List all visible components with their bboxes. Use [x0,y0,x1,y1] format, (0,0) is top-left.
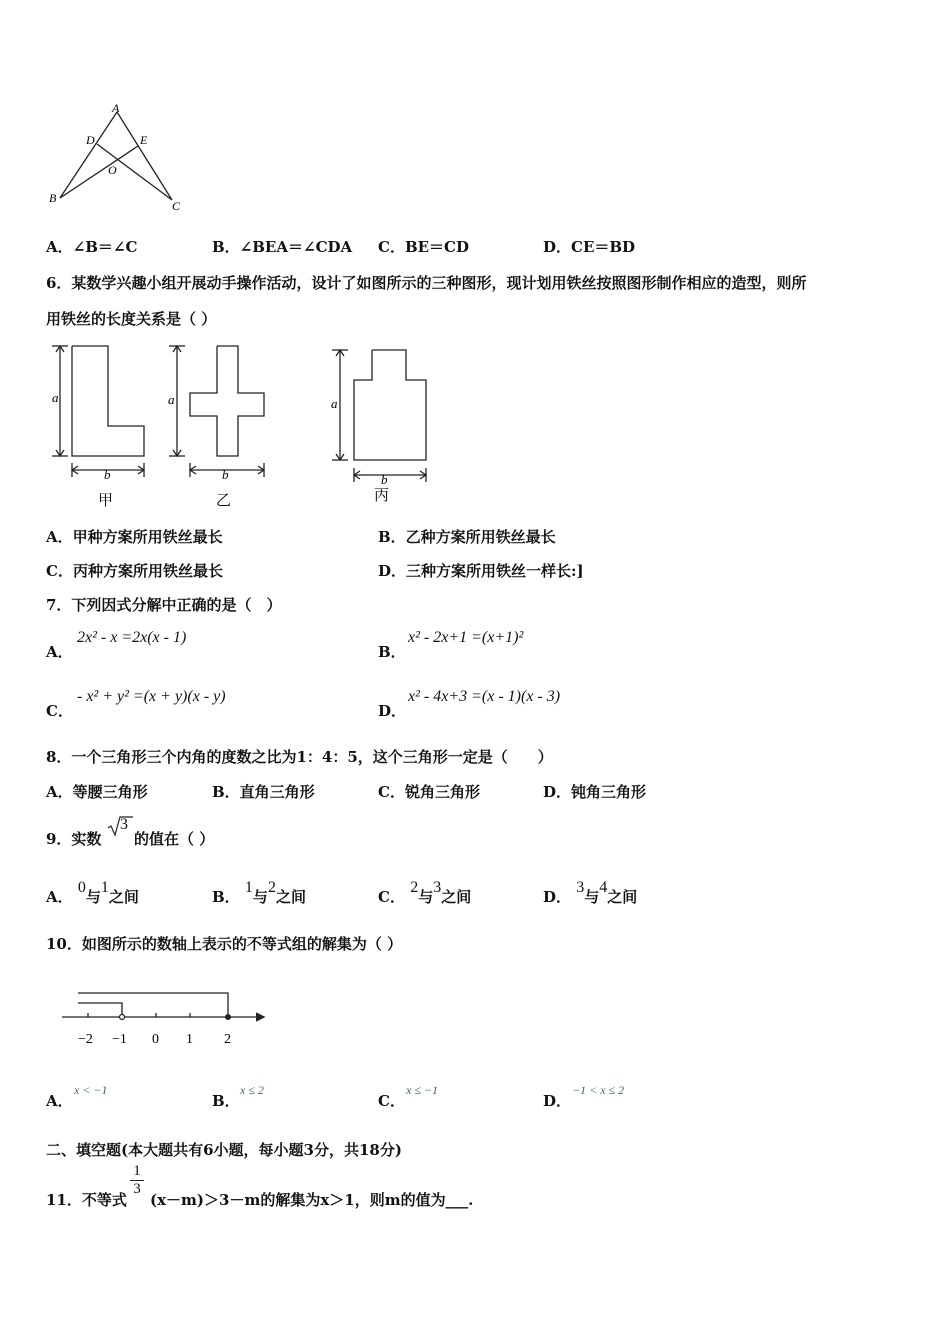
q7-label-d[interactable]: D． [378,702,407,720]
q9-option-c-and: 与 [418,888,434,906]
q9-option-b-between: 之间 [275,888,306,906]
q9-option-b-label: B． [212,888,240,906]
q9-option-c-label: C． [378,888,405,906]
q10-expr-a: x < −1 [74,1083,108,1097]
q9-option-a-from: 0 [77,879,86,896]
q9-stem-post: 的值在（ ） [134,830,215,848]
q10-number-line [58,985,273,1050]
fig-yi-a: a [168,392,175,407]
q9-option-b[interactable] [212,879,306,907]
q10-label-a[interactable]: A． [46,1092,73,1110]
q10-stem: 10．如图所示的数轴上表示的不等式组的解集为（ ） [46,935,403,953]
q9-option-d-and: 与 [584,888,600,906]
label-C: C [172,199,181,213]
q11-post: (x－m)＞3－m的解集为x＞1，则m的值为___. [150,1191,474,1209]
q9-option-d-label: D． [543,888,572,906]
fig-bing-b: b [381,472,388,487]
tick-label-neg2: −2 [78,1032,93,1047]
q9-option-a-to: 1 [100,879,109,896]
tick-label-2: 2 [224,1032,231,1047]
label-B: B [49,191,57,205]
q9-option-c-to: 3 [433,879,442,896]
fig-bing-a: a [331,396,338,411]
q9-stem-pre: 9．实数 [46,830,102,848]
q9-option-a[interactable] [46,879,139,907]
q10-expr-d: −1 < x ≤ 2 [572,1083,625,1097]
q5-option-d[interactable]: D．CE＝BD [543,238,636,256]
q7-expr-b: x² - 2x+1 =(x+1)² [408,629,524,646]
q7-expr-d: x² - 4x+3 =(x - 1)(x - 3) [408,688,561,705]
q6-figures [44,338,444,513]
q9-option-b-to: 2 [267,879,276,896]
q10-label-c[interactable]: C． [378,1092,405,1110]
q8-stem: 8．一个三角形三个内角的度数之比为1：4：5，这个三角形一定是（ ） [46,748,553,766]
q5-triangle-figure [44,100,194,215]
q9-option-d[interactable] [543,879,638,907]
q9-option-a-between: 之间 [108,888,139,906]
label-E: E [140,133,148,147]
fig-jia-b: b [104,467,111,482]
q9-option-c-from: 2 [410,879,419,896]
q10-label-d[interactable]: D． [543,1092,572,1110]
q9-option-d-from: 3 [576,879,585,896]
section2-heading: 二、填空题(本大题共有6小题，每小题3分，共18分) [46,1141,402,1159]
q8-option-a[interactable]: A．等腰三角形 [46,783,148,801]
q9-option-d-to: 4 [599,879,608,896]
q11-frac-den: 3 [130,1180,144,1198]
q11-frac-num: 1 [133,1163,141,1179]
fig-bing-caption: 丙 [374,488,390,504]
q9-option-a-and: 与 [85,888,101,906]
q6-option-a[interactable]: A．甲种方案所用铁丝最长 [46,528,223,546]
q8-option-c[interactable]: C．锐角三角形 [378,783,480,801]
q7-expr-c: - x² + y² =(x + y)(x - y) [77,688,226,705]
q10-expr-b: x ≤ 2 [240,1083,264,1097]
label-O: O [108,163,117,177]
q5-option-a[interactable]: A．∠B＝∠C [46,238,138,256]
fig-yi-caption: 乙 [216,493,232,509]
tick-label-neg1: −1 [112,1032,127,1047]
q7-label-a[interactable]: A． [46,643,73,661]
q6-option-c[interactable]: C．丙种方案所用铁丝最长 [46,562,223,580]
q6-stem-line2: 用铁丝的长度关系是（ ） [46,310,217,328]
q7-stem: 7．下列因式分解中正确的是（ ） [46,596,282,614]
fig-jia-caption: 甲 [98,493,114,509]
q7-expr-a: 2x² - x =2x(x - 1) [77,629,187,646]
q9-option-b-and: 与 [252,888,268,906]
q10-label-b[interactable]: B． [212,1092,240,1110]
q9-option-c[interactable] [378,879,472,907]
q9-option-d-between: 之间 [607,888,638,906]
fig-jia-a: a [52,390,59,405]
q11-fraction [130,1163,144,1198]
label-A: A [112,101,120,115]
tick-label-0: 0 [152,1032,159,1047]
q9-option-a-label: A． [46,888,73,906]
closed-point-2 [226,1015,231,1020]
q9-radicand: 3 [120,816,128,833]
q9-option-c-between: 之间 [441,888,472,906]
label-D: D [86,133,95,147]
q7-label-b[interactable]: B． [378,643,406,661]
fig-yi-b: b [222,467,229,482]
q8-option-b[interactable]: B．直角三角形 [212,783,315,801]
q6-option-b[interactable]: B．乙种方案所用铁丝最长 [378,528,556,546]
q5-option-b[interactable]: B．∠BEA＝∠CDA [212,238,353,256]
q10-expr-c: x ≤ −1 [406,1083,439,1097]
q6-stem-line1: 6．某数学兴趣小组开展动手操作活动，设计了如图所示的三种图形，现计划用铁丝按照图形制作相应的造型，则所 [46,274,807,292]
q6-option-d[interactable]: D．三种方案所用铁丝一样长:] [378,562,584,580]
q8-option-d[interactable]: D．钝角三角形 [543,783,647,801]
q7-label-c[interactable]: C． [46,702,73,720]
tick-label-1: 1 [186,1032,193,1047]
q5-option-c[interactable]: C．BE＝CD [378,238,469,256]
open-point-neg1 [120,1015,125,1020]
q9-option-b-from: 1 [244,879,253,896]
q11-pre: 11．不等式 [46,1191,127,1209]
